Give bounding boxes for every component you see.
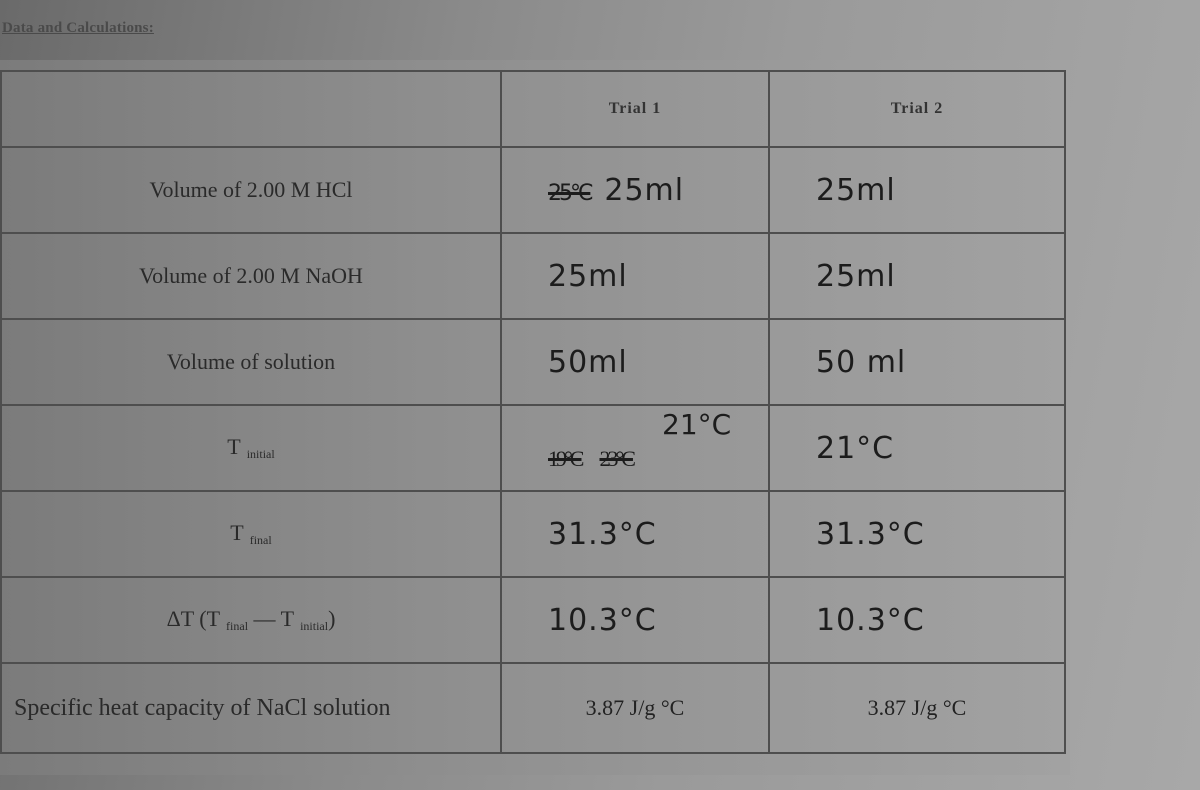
row-label-t-initial: T $_{initial}$	[227, 434, 275, 461]
data-table	[0, 70, 1066, 754]
hcl-trial1-value: 25ml	[604, 172, 685, 208]
table-row	[1, 405, 1065, 491]
crossed-out-entry: 19°C	[548, 446, 582, 471]
row-label-solution: Volume of solution	[166, 349, 336, 374]
naoh-trial1-value: 25ml	[548, 258, 628, 294]
t-initial-trial2-value: 21°C	[816, 430, 895, 466]
table-row	[1, 147, 1065, 233]
table-row	[1, 319, 1065, 405]
crossed-out-entry: 25°C	[548, 180, 591, 206]
table-row	[1, 577, 1065, 663]
crossed-out-entry: 23°C	[599, 446, 633, 471]
delta-t-trial1-value: 10.3°C	[548, 602, 657, 638]
header-trial2	[769, 71, 1065, 147]
specific-heat-trial2-value: 3.87 J/g °C	[867, 695, 967, 720]
t-initial-trial1-value: 21°C	[662, 408, 732, 441]
trial1-heading: Trial 1	[608, 100, 662, 117]
solution-trial1-value: 50ml	[548, 344, 628, 380]
header-blank-cell	[1, 71, 501, 147]
row-label-t-final: T $_{final}$	[230, 520, 272, 547]
row-label-delta-t: ΔT (T $_{final}$ — T $_{initial}$)	[166, 606, 336, 633]
section-heading: Data and Calculations:	[2, 20, 154, 36]
trial2-heading: Trial 2	[890, 100, 944, 117]
delta-t-trial2-value: 10.3°C	[816, 602, 925, 638]
specific-heat-trial1-value: 3.87 J/g °C	[585, 695, 685, 720]
t-final-trial1-value: 31.3°C	[548, 516, 657, 552]
solution-trial2-value: 50 ml	[816, 344, 907, 380]
t-final-trial2-value: 31.3°C	[816, 516, 925, 552]
table-row	[1, 233, 1065, 319]
naoh-trial2-value: 25ml	[816, 258, 896, 294]
table-row	[1, 663, 1065, 753]
row-label-naoh: Volume of 2.00 M NaOH	[139, 263, 363, 288]
header-trial1	[501, 71, 769, 147]
row-label-hcl: Volume of 2.00 M HCl	[149, 177, 353, 202]
hcl-trial2-value: 25ml	[816, 172, 896, 208]
table-header-row	[1, 71, 1065, 147]
table-row	[1, 491, 1065, 577]
row-label-specific-heat: Specific heat capacity of NaCl solution	[14, 694, 391, 721]
